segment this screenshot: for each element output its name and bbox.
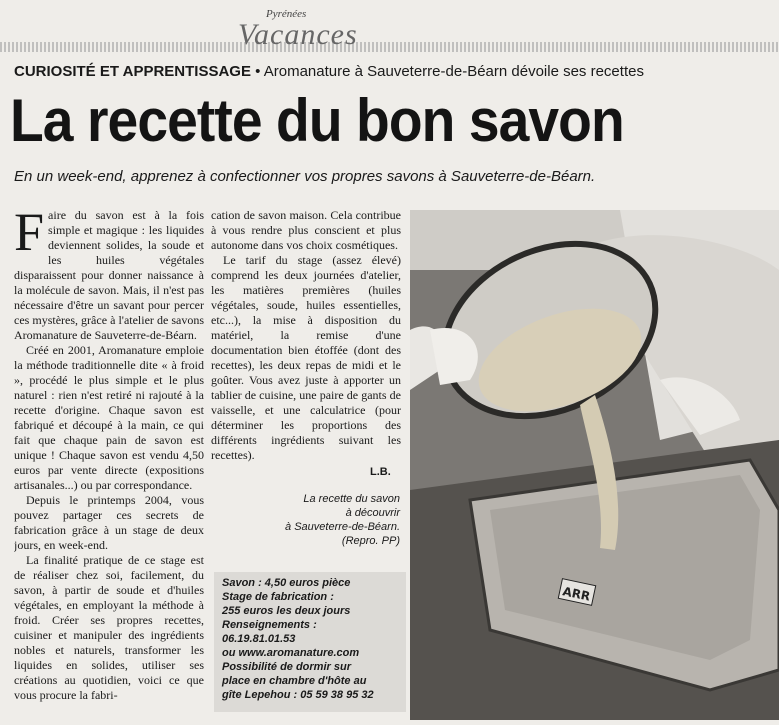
paragraph-4: La finalité pratique de ce stage est de réaliser chez soi, facilement, du savon, à partir de soude et d'huiles végétales, en employant la méthode à froid. Créer ses propres recettes, cuisiner et manipuler des ingrédients nobles et naturels, transformer les liquides en solides, utiliser ses créations au quotidien, voici ce que vous procure la fabri- (14, 553, 204, 702)
kicker-topic: Aromanature à Sauveterre-de-Béarn dévoile ses recettes (263, 63, 644, 80)
paragraph-2: Créé en 2001, Aromanature emploie la méthode traditionnelle dite « à froid », procédé le plus simple et le plus naturel : rien n'est retiré ni rajouté à la recette d'origine. Chaque savon est fabriqué et découpé à la main, ce qui fait que chaque pain de savon est unique ! Chaque savon est vendu 4,50 euros par vente directe (expositions artisanales...) ou par correspondance. (14, 343, 204, 492)
kicker (14, 63, 774, 80)
info-line: Savon : 4,50 euros pièce (222, 577, 351, 589)
info-line: 06.19.81.01.53 (222, 633, 296, 645)
photo-caption (250, 492, 400, 548)
dropcap: F (14, 208, 45, 262)
masthead (0, 0, 779, 58)
brand-logo (238, 4, 398, 51)
brand-big: Vacances (238, 18, 358, 51)
paragraph-3: Depuis le printemps 2004, vous pouvez partager ces secrets de fabrication grâce à un stage de deux jours, en week-end. (14, 493, 204, 552)
kicker-separator: • (250, 63, 264, 80)
paragraph-6: Le tarif du stage (assez élevé) comprend les deux journées d'atelier, les matières premières (huiles végétales, soude, huiles essentielles, etc...), la mise à disposition du matériel, la remise d'une documentation bien étoffée (dont des recettes), les deux repas de midi et le goûter. Vous avez juste à apporter un tablier de cuisine, une paire de gants de vaisselle, et une calculatrice (pour déterminer les proportions des différents ingrédients suivant les recettes). (211, 253, 401, 462)
brand-small: Pyrénées (266, 8, 307, 20)
author-signature: L.B. (370, 466, 391, 478)
info-line: place en chambre d'hôte au (222, 675, 367, 687)
paragraph-1 (14, 208, 204, 343)
info-line: Possibilité de dormir sur (222, 661, 351, 673)
soap-pouring-photo (410, 210, 779, 720)
standfirst: En un week-end, apprenez à confectionner vos propres savons à Sauveterre-de-Béarn. (14, 168, 596, 185)
caption-line-3: à Sauveterre-de-Béarn. (285, 521, 400, 533)
box-label: ARR (561, 584, 592, 604)
info-line: Renseignements : (222, 619, 317, 631)
info-line: gîte Lepehou : 05 59 38 95 32 (222, 689, 374, 701)
caption-credit: (Repro. PP) (341, 535, 400, 547)
kicker-section: CURIOSITÉ ET APPRENTISSAGE (14, 63, 251, 80)
info-line: 255 euros les deux jours (222, 605, 351, 617)
article-column-1 (14, 208, 204, 718)
headline: La recette du bon savon (10, 87, 624, 154)
info-line: Stage de fabrication : (222, 591, 334, 603)
info-line: ou www.aromanature.com (222, 647, 360, 659)
article-column-2 (211, 208, 401, 463)
paragraph-5: cation de savon maison. Cela contribue à vous rendre plus conscient et plus autonome dans vos choix cosmétiques. (211, 208, 401, 252)
paragraph-1-text: aire du savon est à la fois simple et magique : les liquides deviennent solides, la soude et les huiles végétales disparaissent pour donner naissance à la molécule de savon. Mais, il n'est pas nécessaire d'être un savant pour percer ces mystères, grâce à l'atelier de savons Aromanature de Sauveterre-de-Béarn. (14, 208, 204, 342)
article-photo (410, 210, 779, 720)
info-box (214, 572, 406, 712)
caption-line-1: La recette du savon (303, 493, 400, 505)
caption-line-2: à découvrir (345, 507, 400, 519)
